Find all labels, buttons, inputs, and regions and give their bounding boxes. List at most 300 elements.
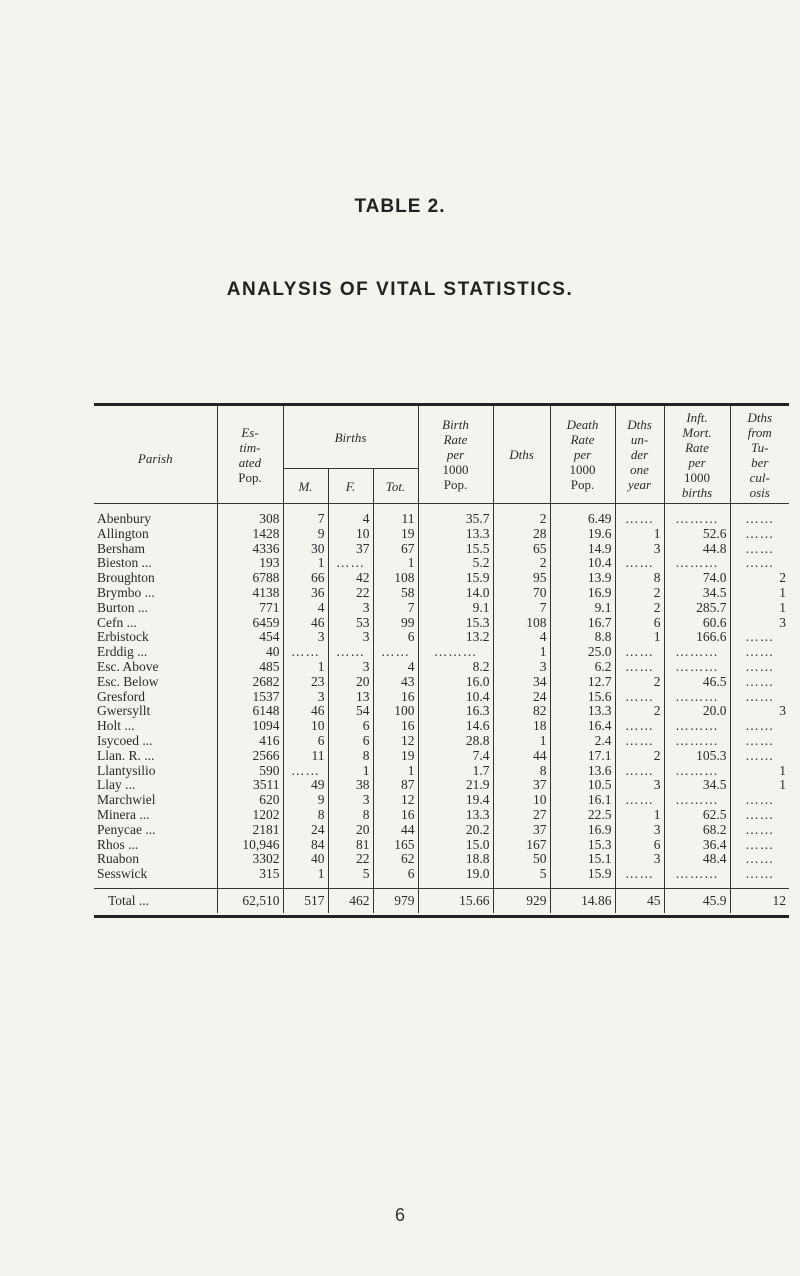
- cell-estimated-pop: 2682: [217, 675, 283, 690]
- cell-births-total: 67: [373, 542, 418, 557]
- cell-births-total: 7: [373, 601, 418, 616]
- cell-death-rate: 12.7: [550, 675, 615, 690]
- cell-birth-rate: 16.0: [418, 675, 493, 690]
- cell-estimated-pop: 416: [217, 734, 283, 749]
- cell-parish: Gresford: [97, 689, 145, 704]
- cell-parish: Esc. Above: [97, 659, 159, 674]
- cell-births-total: 19: [373, 527, 418, 542]
- cell-birth-rate: 19.4: [418, 793, 493, 808]
- cell-parish: Penycae ...: [97, 822, 156, 837]
- cell-estimated-pop: 10,946: [217, 838, 283, 853]
- cell-death-rate: 15.3: [550, 838, 615, 853]
- cell-birth-rate: 15.9: [418, 571, 493, 586]
- cell-births-total: 58: [373, 586, 418, 601]
- cell-births-male: 1: [283, 556, 328, 571]
- cell-infant-mortality: 166.6: [664, 630, 730, 645]
- cell-parish: Llay ...: [97, 778, 136, 793]
- total-death-rate: 14.86: [550, 888, 615, 913]
- cell-births-male: 46: [283, 616, 328, 631]
- cell-birth-rate: 15.3: [418, 616, 493, 631]
- cell-birth-rate: 9.1: [418, 601, 493, 616]
- cell-estimated-pop: 193: [217, 556, 283, 571]
- cell-births-male: 84: [283, 838, 328, 853]
- cell-births-female: 3: [328, 630, 373, 645]
- cell-infant-mortality: 20.0: [664, 704, 730, 719]
- cell-death-rate: 19.6: [550, 527, 615, 542]
- cell-births-female: 38: [328, 778, 373, 793]
- table-row: [94, 527, 789, 542]
- cell-births-female: 20: [328, 675, 373, 690]
- cell-infant-mortality: 52.6: [664, 527, 730, 542]
- cell-deaths: 1: [493, 734, 550, 749]
- page-number: 6: [394, 1205, 405, 1225]
- table-row: [94, 734, 789, 749]
- cell-births-female: ……: [328, 556, 373, 571]
- cell-infant-mortality: ………: [664, 504, 730, 527]
- cell-parish: Cefn ...: [97, 615, 137, 630]
- cell-birth-rate: 28.8: [418, 734, 493, 749]
- cell-parish: Ruabon: [97, 852, 139, 867]
- cell-deaths: 24: [493, 690, 550, 705]
- cell-births-female: 13: [328, 690, 373, 705]
- cell-tuberculosis-deaths: ……: [730, 749, 789, 764]
- cell-deaths-under-one: 8: [615, 571, 664, 586]
- cell-deaths-under-one: ……: [615, 660, 664, 675]
- table-row: [94, 660, 789, 675]
- cell-birth-rate: 14.0: [418, 586, 493, 601]
- table-row: [94, 838, 789, 853]
- cell-births-female: 8: [328, 749, 373, 764]
- table-row: [94, 852, 789, 867]
- header-births-female: F.: [328, 469, 373, 504]
- cell-death-rate: 16.9: [550, 586, 615, 601]
- cell-birth-rate: 7.4: [418, 749, 493, 764]
- cell-deaths-under-one: ……: [615, 719, 664, 734]
- table-row: [94, 749, 789, 764]
- cell-estimated-pop: 6148: [217, 704, 283, 719]
- cell-deaths: 70: [493, 586, 550, 601]
- table-body: [94, 504, 789, 913]
- cell-tuberculosis-deaths: ……: [730, 808, 789, 823]
- cell-death-rate: 16.7: [550, 616, 615, 631]
- cell-deaths-under-one: 2: [615, 675, 664, 690]
- total-births-male: 517: [283, 888, 328, 913]
- cell-death-rate: 2.4: [550, 734, 615, 749]
- cell-deaths: 10: [493, 793, 550, 808]
- cell-birth-rate: 13.3: [418, 527, 493, 542]
- cell-infant-mortality: ………: [664, 556, 730, 571]
- cell-births-male: 9: [283, 793, 328, 808]
- table-row: [94, 704, 789, 719]
- cell-births-total: 4: [373, 660, 418, 675]
- cell-death-rate: 13.9: [550, 571, 615, 586]
- cell-estimated-pop: 2181: [217, 823, 283, 838]
- cell-deaths: 95: [493, 571, 550, 586]
- cell-estimated-pop: 1428: [217, 527, 283, 542]
- cell-deaths-under-one: 1: [615, 630, 664, 645]
- cell-births-female: 1: [328, 764, 373, 779]
- cell-birth-rate: 13.3: [418, 808, 493, 823]
- cell-parish: Abenbury: [97, 511, 151, 526]
- cell-estimated-pop: 308: [217, 504, 283, 527]
- cell-births-female: 81: [328, 838, 373, 853]
- cell-deaths-under-one: ……: [615, 793, 664, 808]
- cell-births-female: 10: [328, 527, 373, 542]
- table-row: [94, 571, 789, 586]
- cell-births-male: 1: [283, 660, 328, 675]
- total-deaths-under-one: 45: [615, 888, 664, 913]
- header-births: Births: [283, 406, 418, 469]
- cell-parish: Isycoed ...: [97, 733, 153, 748]
- cell-births-total: 44: [373, 823, 418, 838]
- cell-births-male: ……: [283, 764, 328, 779]
- cell-births-male: 7: [283, 504, 328, 527]
- cell-births-male: 23: [283, 675, 328, 690]
- cell-deaths-under-one: ……: [615, 504, 664, 527]
- cell-infant-mortality: ………: [664, 764, 730, 779]
- table-row: [94, 764, 789, 779]
- cell-tuberculosis-deaths: 2: [730, 571, 789, 586]
- cell-death-rate: 8.8: [550, 630, 615, 645]
- table-row: [94, 867, 789, 888]
- cell-births-male: 49: [283, 778, 328, 793]
- header-parish: Parish: [137, 451, 173, 466]
- cell-deaths: 2: [493, 504, 550, 527]
- cell-tuberculosis-deaths: ……: [730, 823, 789, 838]
- table-row: [94, 675, 789, 690]
- cell-parish: Marchwiel: [97, 793, 156, 808]
- cell-tuberculosis-deaths: ……: [730, 504, 789, 527]
- total-births-total: 979: [373, 888, 418, 913]
- total-infant-mortality: 45.9: [664, 888, 730, 913]
- header-deaths: Dths: [493, 406, 550, 503]
- cell-deaths-under-one: 6: [615, 838, 664, 853]
- cell-births-male: 1: [283, 867, 328, 888]
- cell-tuberculosis-deaths: 3: [730, 704, 789, 719]
- cell-death-rate: 16.4: [550, 719, 615, 734]
- cell-deaths-under-one: 2: [615, 586, 664, 601]
- cell-births-male: 10: [283, 719, 328, 734]
- header-birth-rate: Birth Rate per 1000 Pop.: [418, 406, 493, 503]
- cell-birth-rate: ………: [418, 645, 493, 660]
- cell-death-rate: 13.6: [550, 764, 615, 779]
- cell-births-female: 3: [328, 660, 373, 675]
- cell-parish: Bieston ...: [97, 556, 152, 571]
- cell-deaths: 27: [493, 808, 550, 823]
- cell-birth-rate: 18.8: [418, 852, 493, 867]
- cell-births-total: 16: [373, 719, 418, 734]
- cell-infant-mortality: ………: [664, 867, 730, 888]
- header-estimated-pop: Es- tim- ated Pop.: [217, 406, 283, 503]
- cell-births-total: 16: [373, 690, 418, 705]
- cell-births-female: 3: [328, 601, 373, 616]
- cell-infant-mortality: ………: [664, 719, 730, 734]
- cell-estimated-pop: 2566: [217, 749, 283, 764]
- cell-births-female: 6: [328, 719, 373, 734]
- cell-tuberculosis-deaths: ……: [730, 660, 789, 675]
- cell-births-total: 1: [373, 764, 418, 779]
- table-row: [94, 778, 789, 793]
- cell-deaths-under-one: 6: [615, 616, 664, 631]
- cell-deaths-under-one: 2: [615, 749, 664, 764]
- table-row: [94, 542, 789, 557]
- cell-tuberculosis-deaths: ……: [730, 542, 789, 557]
- cell-births-female: 6: [328, 734, 373, 749]
- cell-deaths: 37: [493, 823, 550, 838]
- cell-births-total: 165: [373, 838, 418, 853]
- cell-parish: Broughton: [97, 571, 155, 586]
- table-row: [94, 616, 789, 631]
- cell-births-male: 3: [283, 690, 328, 705]
- cell-births-female: 54: [328, 704, 373, 719]
- cell-estimated-pop: 620: [217, 793, 283, 808]
- cell-birth-rate: 16.3: [418, 704, 493, 719]
- cell-parish: Rhos ...: [97, 837, 139, 852]
- cell-births-female: 22: [328, 852, 373, 867]
- cell-deaths: 34: [493, 675, 550, 690]
- cell-tuberculosis-deaths: ……: [730, 690, 789, 705]
- cell-births-total: ……: [373, 645, 418, 660]
- cell-birth-rate: 15.5: [418, 542, 493, 557]
- cell-estimated-pop: 1537: [217, 690, 283, 705]
- cell-death-rate: 14.9: [550, 542, 615, 557]
- cell-infant-mortality: 46.5: [664, 675, 730, 690]
- cell-deaths: 18: [493, 719, 550, 734]
- cell-tuberculosis-deaths: ……: [730, 793, 789, 808]
- cell-births-total: 100: [373, 704, 418, 719]
- total-birth-rate: 15.66: [418, 888, 493, 913]
- table-row: [94, 690, 789, 705]
- cell-estimated-pop: 315: [217, 867, 283, 888]
- cell-birth-rate: 5.2: [418, 556, 493, 571]
- cell-death-rate: 16.9: [550, 823, 615, 838]
- cell-estimated-pop: 4138: [217, 586, 283, 601]
- cell-deaths: 37: [493, 778, 550, 793]
- cell-deaths: 2: [493, 556, 550, 571]
- bottom-rule: [94, 915, 789, 918]
- cell-death-rate: 6.49: [550, 504, 615, 527]
- cell-births-male: 30: [283, 542, 328, 557]
- table-title: TABLE 2.: [354, 196, 446, 217]
- cell-infant-mortality: ………: [664, 645, 730, 660]
- cell-births-total: 108: [373, 571, 418, 586]
- cell-death-rate: 15.6: [550, 690, 615, 705]
- cell-deaths-under-one: 1: [615, 527, 664, 542]
- cell-infant-mortality: ………: [664, 690, 730, 705]
- cell-births-male: 8: [283, 808, 328, 823]
- table-row: [94, 793, 789, 808]
- cell-deaths-under-one: 2: [615, 704, 664, 719]
- table-row: [94, 630, 789, 645]
- cell-death-rate: 15.1: [550, 852, 615, 867]
- cell-births-total: 19: [373, 749, 418, 764]
- cell-infant-mortality: 34.5: [664, 778, 730, 793]
- cell-deaths: 1: [493, 645, 550, 660]
- cell-estimated-pop: 485: [217, 660, 283, 675]
- cell-births-female: 5: [328, 867, 373, 888]
- cell-deaths-under-one: 3: [615, 542, 664, 557]
- cell-deaths: 8: [493, 764, 550, 779]
- cell-deaths-under-one: 2: [615, 601, 664, 616]
- cell-deaths: 28: [493, 527, 550, 542]
- table-subtitle: ANALYSIS OF VITAL STATISTICS.: [226, 279, 574, 300]
- cell-estimated-pop: 1202: [217, 808, 283, 823]
- cell-infant-mortality: 36.4: [664, 838, 730, 853]
- cell-deaths: 4: [493, 630, 550, 645]
- cell-parish: Holt ...: [97, 719, 135, 734]
- cell-parish: Minera ...: [97, 807, 150, 822]
- cell-infant-mortality: ………: [664, 660, 730, 675]
- cell-births-female: 53: [328, 616, 373, 631]
- cell-parish: Llan. R. ...: [97, 748, 155, 763]
- cell-births-male: ……: [283, 645, 328, 660]
- cell-deaths: 65: [493, 542, 550, 557]
- cell-birth-rate: 20.2: [418, 823, 493, 838]
- cell-births-total: 1: [373, 556, 418, 571]
- header-deaths-under-one: Dths un- der one year: [615, 406, 664, 503]
- cell-births-female: 20: [328, 823, 373, 838]
- cell-infant-mortality: 285.7: [664, 601, 730, 616]
- cell-deaths-under-one: ……: [615, 867, 664, 888]
- cell-births-total: 62: [373, 852, 418, 867]
- cell-deaths: 82: [493, 704, 550, 719]
- cell-births-total: 87: [373, 778, 418, 793]
- cell-tuberculosis-deaths: ……: [730, 556, 789, 571]
- cell-death-rate: 9.1: [550, 601, 615, 616]
- cell-birth-rate: 8.2: [418, 660, 493, 675]
- cell-tuberculosis-deaths: 3: [730, 616, 789, 631]
- cell-death-rate: 15.9: [550, 867, 615, 888]
- cell-deaths: 50: [493, 852, 550, 867]
- cell-parish: Allington: [97, 526, 149, 541]
- cell-births-male: 66: [283, 571, 328, 586]
- cell-tuberculosis-deaths: ……: [730, 645, 789, 660]
- cell-births-male: 11: [283, 749, 328, 764]
- cell-births-total: 12: [373, 734, 418, 749]
- cell-deaths-under-one: 3: [615, 823, 664, 838]
- cell-births-male: 36: [283, 586, 328, 601]
- cell-births-male: 40: [283, 852, 328, 867]
- cell-death-rate: 22.5: [550, 808, 615, 823]
- cell-parish: Brymbo ...: [97, 585, 155, 600]
- cell-deaths: 3: [493, 660, 550, 675]
- cell-births-total: 6: [373, 867, 418, 888]
- cell-infant-mortality: 34.5: [664, 586, 730, 601]
- cell-tuberculosis-deaths: ……: [730, 527, 789, 542]
- cell-parish: Esc. Below: [97, 674, 159, 689]
- table-header: [94, 406, 789, 504]
- cell-births-female: 37: [328, 542, 373, 557]
- vital-statistics-table: [94, 403, 789, 918]
- cell-deaths-under-one: ……: [615, 690, 664, 705]
- cell-estimated-pop: 40: [217, 645, 283, 660]
- cell-infant-mortality: 44.8: [664, 542, 730, 557]
- cell-infant-mortality: 48.4: [664, 852, 730, 867]
- cell-tuberculosis-deaths: ……: [730, 852, 789, 867]
- cell-births-male: 3: [283, 630, 328, 645]
- cell-deaths-under-one: 3: [615, 852, 664, 867]
- table-row: [94, 556, 789, 571]
- cell-infant-mortality: 105.3: [664, 749, 730, 764]
- cell-birth-rate: 15.0: [418, 838, 493, 853]
- cell-infant-mortality: 68.2: [664, 823, 730, 838]
- cell-death-rate: 13.3: [550, 704, 615, 719]
- cell-deaths-under-one: ……: [615, 556, 664, 571]
- cell-birth-rate: 1.7: [418, 764, 493, 779]
- cell-parish: Llantysilio: [97, 763, 156, 778]
- header-births-male: M.: [283, 469, 328, 504]
- cell-birth-rate: 21.9: [418, 778, 493, 793]
- header-tuberculosis-deaths: Dths from Tu- ber cul- osis: [730, 406, 789, 503]
- cell-death-rate: 17.1: [550, 749, 615, 764]
- cell-infant-mortality: ………: [664, 793, 730, 808]
- header-death-rate: Death Rate per 1000 Pop.: [550, 406, 615, 503]
- header-infant-mortality: Inft. Mort. Rate per 1000 births: [664, 406, 730, 503]
- cell-deaths: 5: [493, 867, 550, 888]
- cell-parish: Erbistock: [97, 630, 149, 645]
- cell-tuberculosis-deaths: 1: [730, 764, 789, 779]
- table-row: [94, 808, 789, 823]
- cell-tuberculosis-deaths: ……: [730, 838, 789, 853]
- cell-deaths-under-one: 3: [615, 778, 664, 793]
- total-births-female: 462: [328, 888, 373, 913]
- cell-births-female: 4: [328, 504, 373, 527]
- cell-death-rate: 6.2: [550, 660, 615, 675]
- cell-births-total: 11: [373, 504, 418, 527]
- cell-births-male: 9: [283, 527, 328, 542]
- cell-births-female: ……: [328, 645, 373, 660]
- cell-births-total: 16: [373, 808, 418, 823]
- cell-birth-rate: 10.4: [418, 690, 493, 705]
- cell-parish: Burton ...: [97, 600, 149, 615]
- cell-tuberculosis-deaths: ……: [730, 867, 789, 888]
- cell-deaths: 7: [493, 601, 550, 616]
- cell-birth-rate: 35.7: [418, 504, 493, 527]
- cell-deaths-under-one: 1: [615, 808, 664, 823]
- cell-deaths: 167: [493, 838, 550, 853]
- cell-tuberculosis-deaths: ……: [730, 719, 789, 734]
- cell-death-rate: 16.1: [550, 793, 615, 808]
- cell-infant-mortality: 60.6: [664, 616, 730, 631]
- cell-deaths-under-one: ……: [615, 734, 664, 749]
- cell-infant-mortality: 62.5: [664, 808, 730, 823]
- table-row: [94, 823, 789, 838]
- cell-births-total: 99: [373, 616, 418, 631]
- cell-estimated-pop: 4336: [217, 542, 283, 557]
- cell-deaths: 108: [493, 616, 550, 631]
- cell-births-female: 3: [328, 793, 373, 808]
- table-row: [94, 504, 789, 527]
- table-row: [94, 719, 789, 734]
- cell-infant-mortality: 74.0: [664, 571, 730, 586]
- cell-birth-rate: 13.2: [418, 630, 493, 645]
- table-row: [94, 645, 789, 660]
- cell-parish: Bersham: [97, 541, 145, 556]
- cell-births-male: 46: [283, 704, 328, 719]
- cell-estimated-pop: 3302: [217, 852, 283, 867]
- cell-tuberculosis-deaths: ……: [730, 734, 789, 749]
- total-estimated-pop: 62,510: [217, 888, 283, 913]
- cell-births-male: 6: [283, 734, 328, 749]
- cell-births-female: 42: [328, 571, 373, 586]
- cell-death-rate: 25.0: [550, 645, 615, 660]
- total-parish: Total ...: [94, 888, 217, 913]
- cell-births-female: 8: [328, 808, 373, 823]
- cell-deaths-under-one: ……: [615, 764, 664, 779]
- cell-estimated-pop: 3511: [217, 778, 283, 793]
- total-deaths: 929: [493, 888, 550, 913]
- cell-deaths: 44: [493, 749, 550, 764]
